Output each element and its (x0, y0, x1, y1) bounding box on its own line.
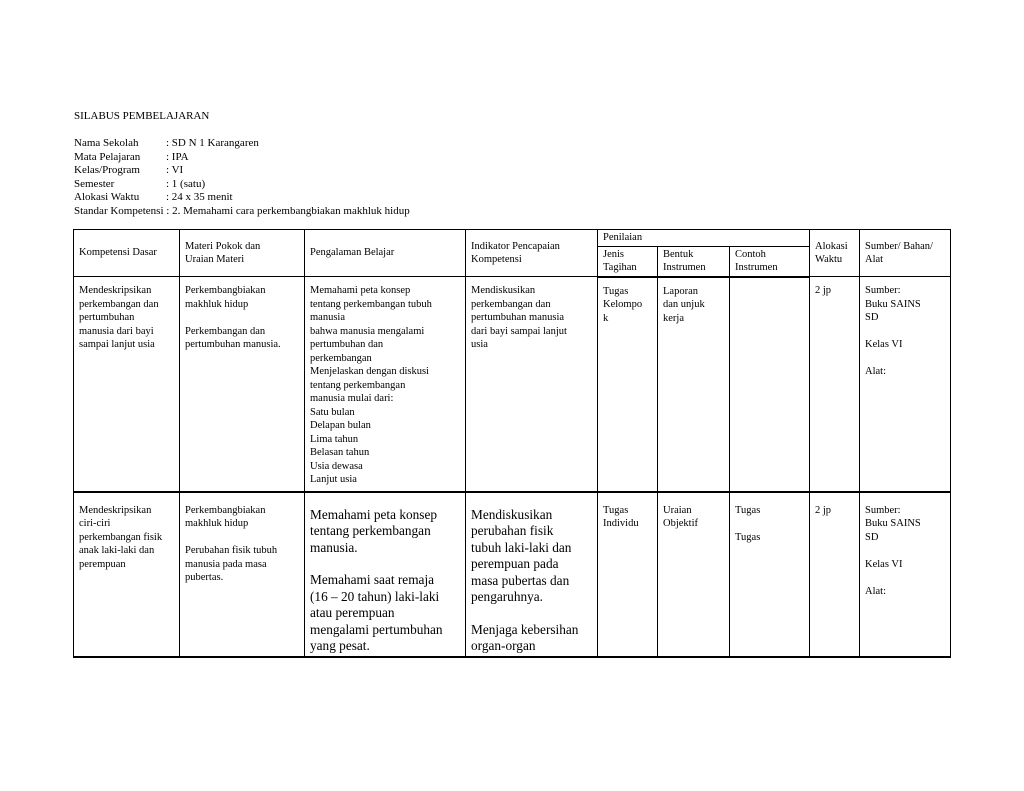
sumber-text: Sumber: Buku SAINS SD (865, 285, 921, 323)
info-row-class (74, 164, 259, 178)
info-label: Kelas/Program (74, 164, 140, 177)
header-jenis: Jenis Tagihan (598, 246, 658, 277)
cell-indikator (466, 492, 598, 657)
cell-alokasi (810, 277, 860, 492)
cell-bentuk (658, 277, 730, 492)
alokasi-text: 2 jp (815, 285, 832, 296)
bentuk-text: Laporan dan unjuk kerja (663, 285, 705, 324)
info-label: Semester (74, 177, 115, 190)
contoh-text: Tugas (735, 504, 761, 516)
cell-sumber (860, 277, 951, 492)
cell-jenis (598, 492, 658, 657)
materi-text: Perubahan fisik tubuh manusia pada masa pubertas. (185, 545, 278, 583)
cell-indikator (466, 277, 598, 492)
school-info (74, 137, 259, 205)
header-kompetensi: Kompetensi Dasar (74, 230, 180, 277)
cell-kompetensi (74, 277, 180, 492)
cell-alokasi (810, 492, 860, 657)
info-row-semester (74, 178, 259, 192)
pengalaman-text: Memahami peta konsep tentang perkembangan tubuh manusia bahwa manusia mengalami pertumbuhan dan perkembangan Menjelaskan dengan diskusi tentang perkembangan manusia mulai dari: Satu bulan Delapan bulan Lima tahun Belasan tahun Usia dewasa Lanjut usia (310, 285, 432, 485)
cell-contoh (730, 277, 810, 492)
alokasi-text: 2 jp (815, 504, 832, 516)
jenis-text: Tugas Kelompo k (603, 285, 643, 324)
cell-pengalaman (305, 277, 466, 492)
info-value: : SD N 1 Karangaren (166, 137, 259, 149)
cell-materi (180, 277, 305, 492)
sumber-text: Alat: (865, 366, 887, 377)
cell-pengalaman (305, 492, 466, 657)
header-penilaian: Penilaian (598, 230, 810, 247)
table-row (74, 277, 951, 492)
indikator-text: Mendiskusikan perkembangan dan pertumbuhan manusia dari bayi sampai lanjut usia (471, 285, 567, 350)
info-label: Nama Sekolah (74, 137, 139, 149)
materi-text: Perkembangbiakan makhluk hidup (185, 504, 266, 529)
pengalaman-text: Memahami peta konsep tentang perkembangan manusia. (310, 506, 438, 555)
kompetensi-text: Mendeskripsikan ciri-ciri perkembangan fisik anak laki-laki dan perempuan (79, 504, 163, 570)
standard-competency: Standar Kompetensi : 2. Memahami cara perkembangbiakan makhluk hidup (74, 205, 410, 217)
header-pengalaman: Pengalaman Belajar (305, 230, 466, 277)
cell-jenis (598, 277, 658, 492)
materi-text: Perkembangan dan pertumbuhan manusia. (185, 325, 281, 350)
contoh-text: Tugas (735, 531, 761, 543)
header-row (74, 230, 951, 247)
pengalaman-text: Memahami saat remaja (16 – 20 tahun) laki-laki atau perempuan mengalami pertumbuhan yang pesat. (310, 572, 443, 653)
cell-kompetensi (74, 492, 180, 657)
info-row-school (74, 137, 259, 151)
header-contoh: Contoh Instrumen (730, 246, 810, 277)
header-materi: Materi Pokok dan Uraian Materi (180, 230, 305, 277)
syllabus-table (73, 229, 951, 658)
sumber-text: Sumber: Buku SAINS SD (865, 504, 921, 543)
info-row-subject (74, 151, 259, 165)
cell-bentuk (658, 492, 730, 657)
header-bentuk: Bentuk Instrumen (658, 246, 730, 277)
indikator-text: Mendiskusikan perubahan fisik tubuh laki-laki dan perempuan pada masa pubertas dan pengaruhnya. (471, 506, 572, 604)
info-value: : 24 x 35 menit (166, 191, 233, 204)
table-row (74, 492, 951, 657)
kompetensi-text: Mendeskripsikan perkembangan dan pertumbuhan manusia dari bayi sampai lanjut usia (79, 285, 159, 350)
header-alokasi: Alokasi Waktu (810, 230, 860, 277)
info-value: : VI (166, 164, 184, 177)
document-title: SILABUS PEMBELAJARAN (74, 110, 210, 122)
info-row-time (74, 191, 259, 205)
cell-contoh (730, 492, 810, 657)
cell-sumber (860, 492, 951, 657)
sumber-text: Kelas VI (865, 339, 903, 350)
info-label: Alokasi Waktu (74, 191, 140, 204)
indikator-text: Menjaga kebersihan organ-organ (471, 621, 579, 653)
sumber-text: Kelas VI (865, 558, 903, 570)
info-label: Mata Pelajaran (74, 150, 141, 163)
header-indikator: Indikator Pencapaian Kompetensi (466, 230, 598, 277)
cell-materi (180, 492, 305, 657)
sumber-text: Alat: (865, 585, 887, 597)
bentuk-text: Uraian Objektif (663, 504, 698, 529)
jenis-text: Tugas Individu (603, 504, 639, 529)
header-sumber: Sumber/ Bahan/ Alat (860, 230, 951, 277)
info-value: : IPA (166, 150, 189, 163)
materi-text: Perkembangbiakan makhluk hidup (185, 285, 266, 310)
info-value: : 1 (satu) (166, 177, 206, 190)
